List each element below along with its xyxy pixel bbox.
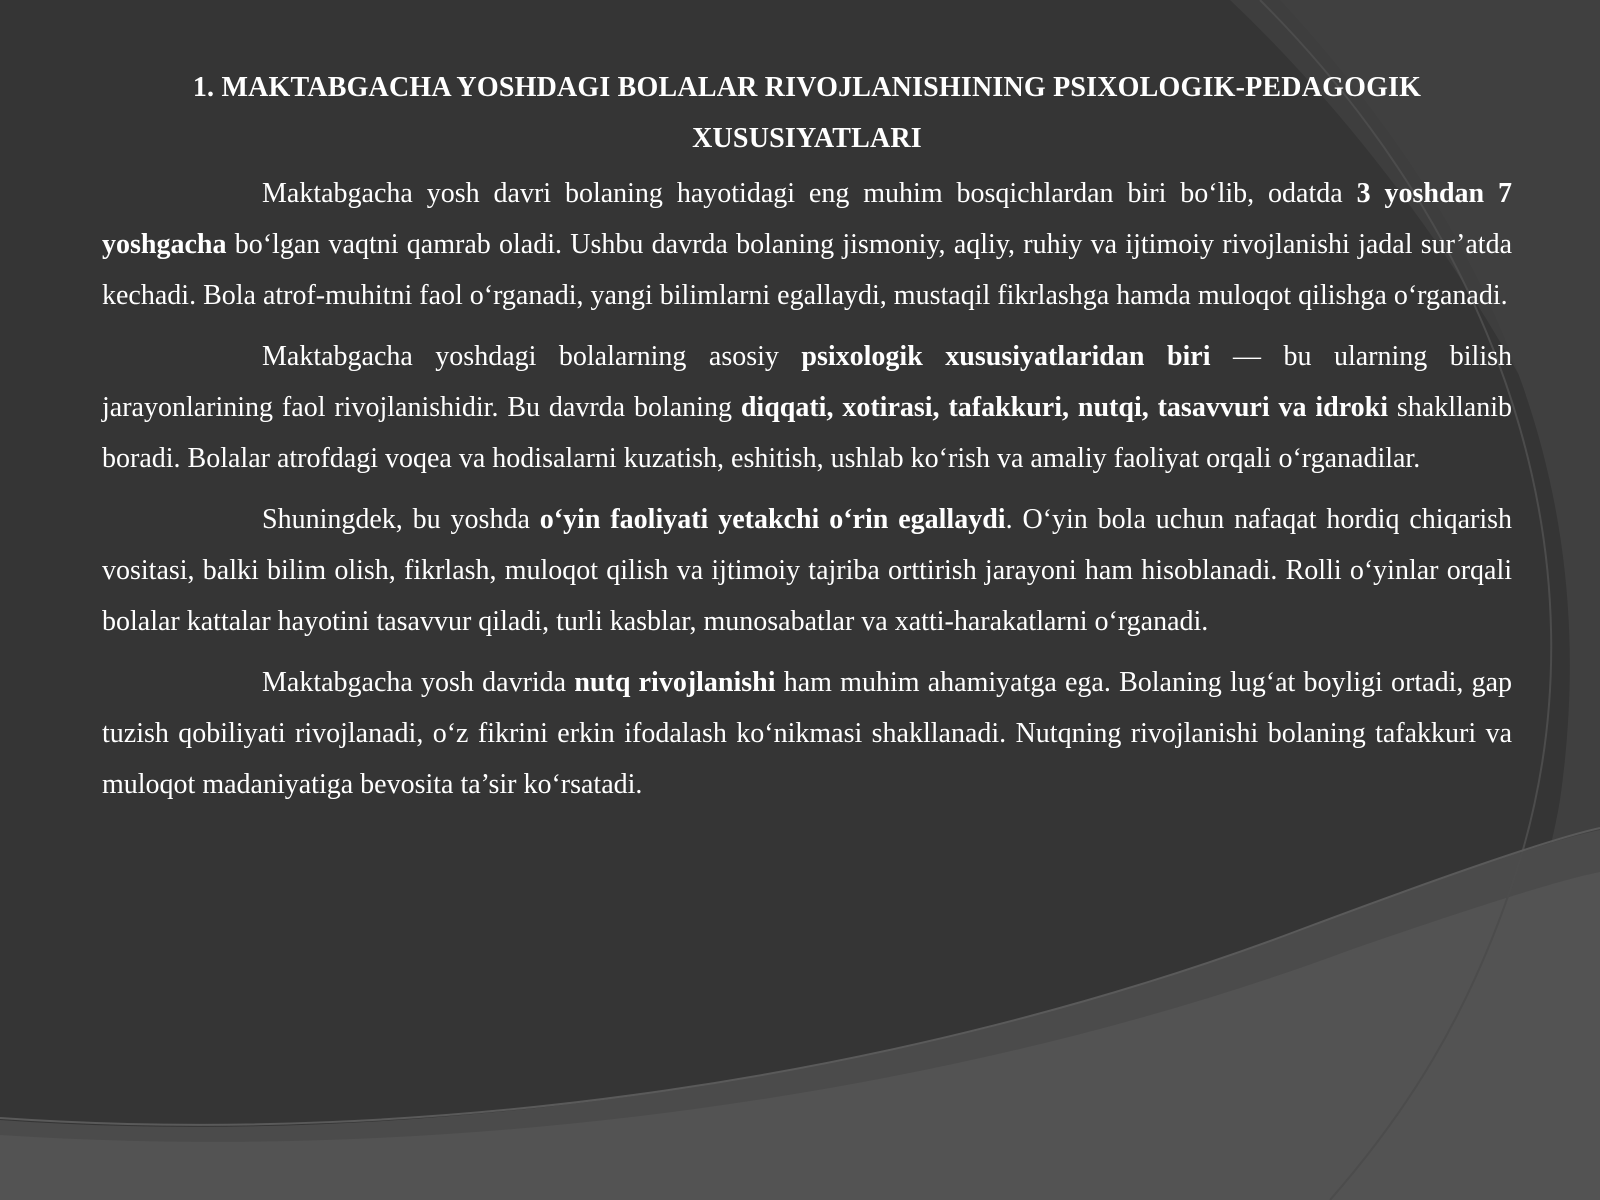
slide-title <box>102 62 1512 164</box>
paragraph-1-bold-a: 3 yoshdan 7 yoshgacha <box>102 178 1512 260</box>
paragraph-1-text-a: Maktabgacha yosh davri bolaning hayotidagi eng muhim bosqichlardan biri bo‘lib, odatda <box>262 178 1357 209</box>
paragraph-4-text-b: ham muhim ahamiyatga ega. Bolaning lug‘at boyligi ortadi, gap tuzish qobiliyati rivojlanadi, o‘z fikrini erkin ifodalash ko‘nikmasi shakllanadi. Nutqning rivojlanishi bolaning tafakkuri va muloqot madaniyatiga bevosita ta’sir ko‘rsatadi. <box>102 667 1513 800</box>
paragraph-4 <box>102 657 1512 810</box>
paragraph-4-text-a: Maktabgacha yosh davrida <box>262 667 575 698</box>
paragraph-2 <box>102 331 1512 484</box>
paragraph-1-text-b: bo‘lgan vaqtni qamrab oladi. Ushbu davrda bolaning jismoniy, aqliy, ruhiy va ijtimoiy rivojlanishi jadal sur’atda kechadi. Bola atrof-muhitni faol o‘rganadi, yangi bilimlarni egallaydi, mustaqil fikrlashga hamda muloqot qilishga o‘rganadi. <box>102 229 1512 311</box>
paragraph-4-bold-a: nutq rivojlanishi <box>574 667 776 698</box>
paragraph-3-text-a: Shuningdek, bu yoshda <box>262 504 540 535</box>
paragraph-2-bold-b: diqqati, xotirasi, tafakkuri, nutqi, tasavvuri va idroki <box>740 392 1389 423</box>
paragraph-3 <box>102 494 1512 647</box>
paragraph-2-bold-a: psixologik xususiyatlaridan biri <box>801 341 1211 372</box>
paragraph-2-text-c: shakllanib boradi. Bolalar atrofdagi voqea va hodisalarni kuzatish, eshitish, ushlab ko‘rish va amaliy faoliyat orqali o‘rganadilar. <box>102 392 1512 474</box>
title-line-2: XUSUSIYATLARI <box>692 123 922 154</box>
slide-content <box>102 62 1512 820</box>
paragraph-3-text-b: . O‘yin bola uchun nafaqat hordiq chiqarish vositasi, balki bilim olish, fikrlash, muloqot qilish va ijtimoiy tajriba orttirish jarayoni ham hisoblanadi. Rolli o‘yinlar orqali bolalar kattalar hayotini tasavvur qiladi, turli kasblar, munosabatlar va xatti-harakatlarni o‘rganadi. <box>102 504 1512 637</box>
paragraph-3-bold-a: o‘yin faoliyati yetakchi o‘rin egallaydi <box>539 504 1006 535</box>
paragraph-2-text-b: — bu ularning bilish jarayonlarining faol rivojlanishidir. Bu davrda bolaning <box>102 341 1513 423</box>
title-line-1: 1. MAKTABGACHA YOSHDAGI BOLALAR RIVOJLANISHINING PSIXOLOGIK-PEDAGOGIK <box>192 72 1422 103</box>
paragraph-2-text-a: Maktabgacha yoshdagi bolalarning asosiy <box>262 341 802 372</box>
paragraph-1 <box>102 168 1512 321</box>
